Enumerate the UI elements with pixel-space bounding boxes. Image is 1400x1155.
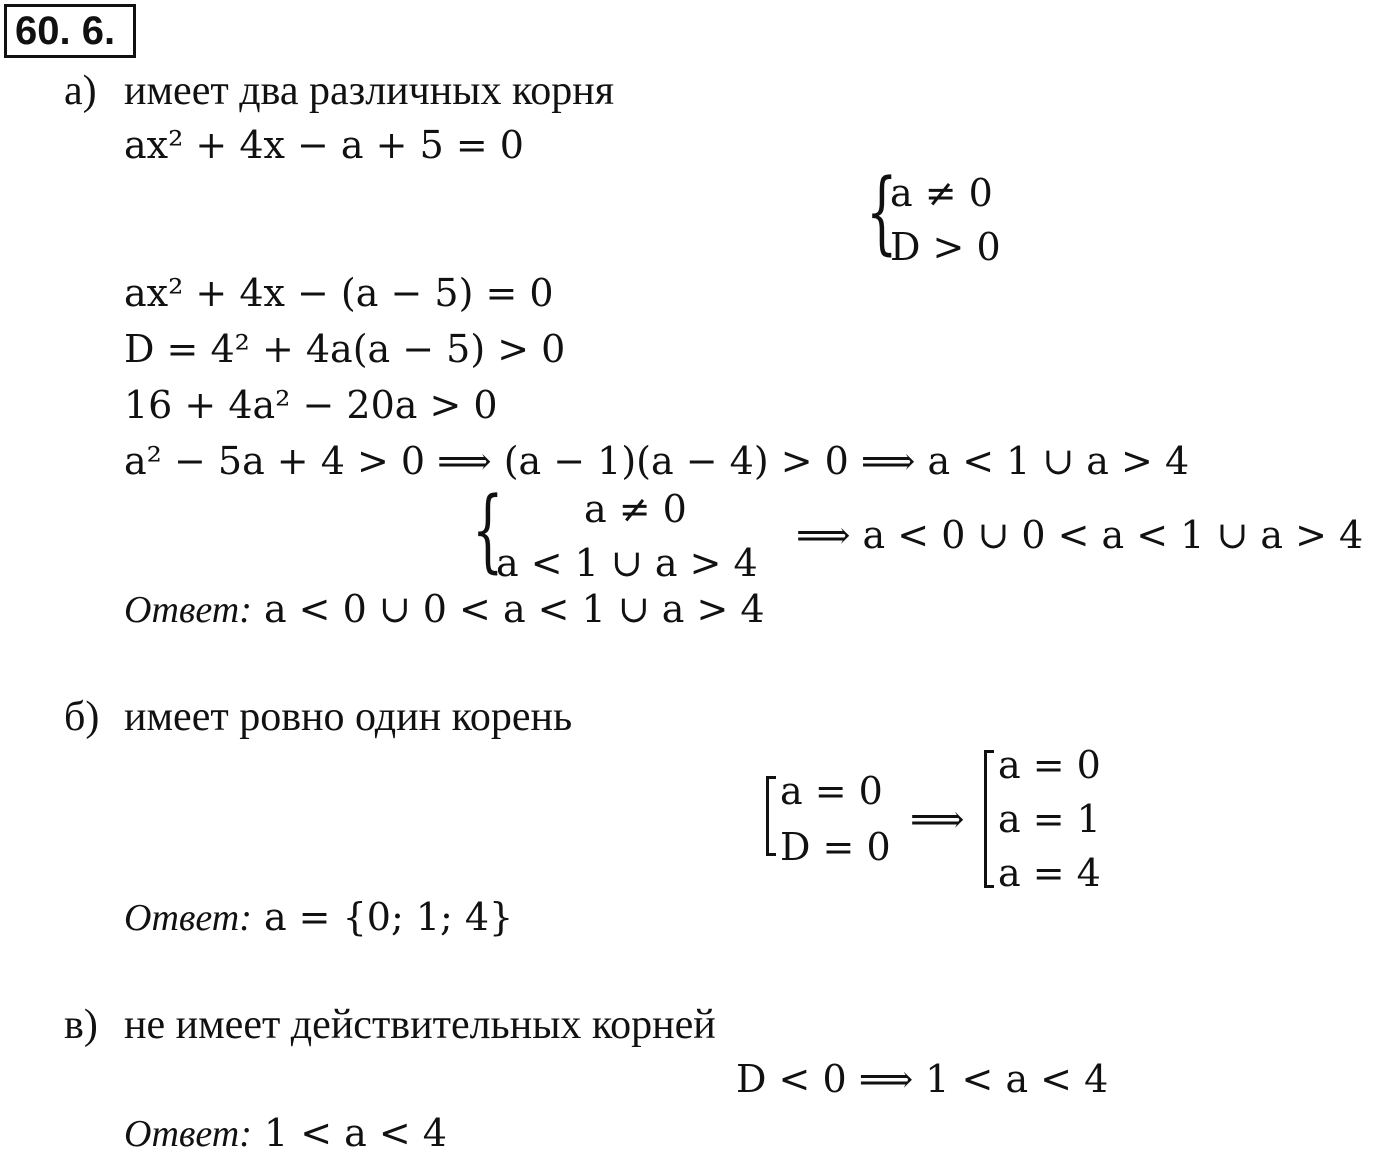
part-b-title: имеет ровно один корень <box>124 694 573 740</box>
problem-number: 60. 6. <box>4 4 136 58</box>
part-b-result-1: a = 0 <box>998 743 1101 787</box>
part-a-condition-2: D > 0 <box>890 225 1001 269</box>
answer-label: Ответ: <box>124 897 252 939</box>
part-a-system-line-2: a < 1 ∪ a > 4 <box>496 541 758 585</box>
part-b-arrow: ⟹ <box>910 797 965 841</box>
part-a-equation-2: ax² + 4x − (a − 5) = 0 <box>124 271 554 315</box>
part-a-equation-1: ax² + 4x − a + 5 = 0 <box>124 123 524 167</box>
part-a-equation-3: D = 4² + 4a(a − 5) > 0 <box>124 327 566 371</box>
part-b-condition-1: a = 0 <box>780 769 883 813</box>
answer-value: 1 < a < 4 <box>263 1111 447 1155</box>
answer-value: a < 0 ∪ 0 < a < 1 ∪ a > 4 <box>263 587 765 631</box>
part-a-label: а) <box>64 68 97 114</box>
part-a-answer <box>124 587 765 631</box>
part-b-label: б) <box>64 694 100 740</box>
part-c-equation-1: D < 0 ⟹ 1 < a < 4 <box>736 1057 1109 1101</box>
part-b-condition-2: D = 0 <box>780 825 891 869</box>
part-c-title: не имеет действительных корней <box>124 1002 716 1048</box>
part-a-system-result: ⟹ a < 0 ∪ 0 < a < 1 ∪ a > 4 <box>796 513 1364 557</box>
bracket-b1 <box>766 776 776 856</box>
part-b-answer <box>124 895 514 939</box>
answer-label: Ответ: <box>124 589 252 631</box>
answer-value: a = {0; 1; 4} <box>263 895 514 939</box>
part-c-label: в) <box>64 1002 98 1048</box>
part-a-system-line-1: a ≠ 0 <box>584 487 687 531</box>
part-a-condition-1: a ≠ 0 <box>890 171 993 215</box>
part-b-result-3: a = 4 <box>998 851 1101 895</box>
system-brace-a1: { <box>866 160 898 265</box>
part-b-result-2: a = 1 <box>998 797 1101 841</box>
part-a-title: имеет два различных корня <box>124 68 615 114</box>
part-c-answer <box>124 1111 447 1155</box>
answer-label: Ответ: <box>124 1113 252 1155</box>
bracket-b2 <box>984 750 994 888</box>
part-a-equation-5: a² − 5a + 4 > 0 ⟹ (a − 1)(a − 4) > 0 ⟹ a < 1 ∪ a > 4 <box>124 439 1190 483</box>
system-brace-a2: { <box>472 478 504 583</box>
part-a-equation-4: 16 + 4a² − 20a > 0 <box>124 383 498 427</box>
